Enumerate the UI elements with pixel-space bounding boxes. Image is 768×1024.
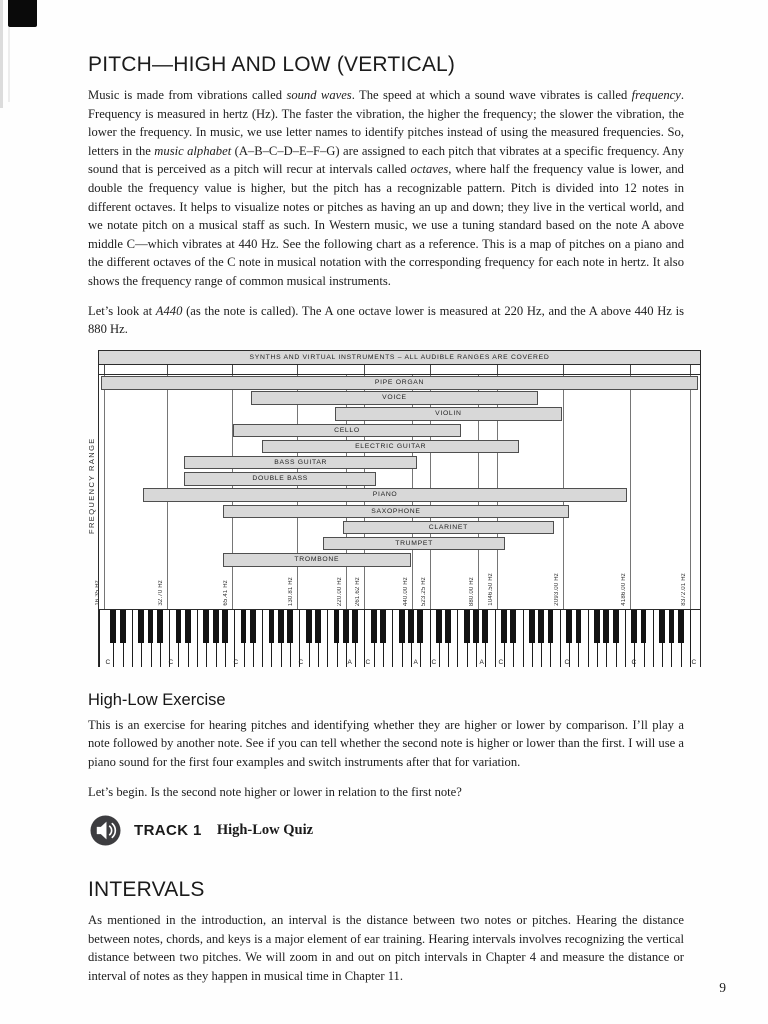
black-key [473,610,479,643]
key-note-label: C [298,658,304,666]
instrument-bar: BASS GUITAR [184,456,417,470]
track-title: High-Low Quiz [216,822,314,839]
key-note-label: C [431,658,437,666]
black-key [222,610,228,643]
instrument-bar: ELECTRIC GUITAR [262,440,519,454]
exercise-question: Let’s begin. Is the second note higher or lower in relation to the first note? [88,784,462,799]
octave-tick [630,365,631,374]
black-key [278,610,284,643]
key-note-label: C [168,658,174,666]
freq-tick-label: 523.25 Hz [420,576,427,606]
key-note-label: C [691,658,697,666]
black-key [371,610,377,643]
key-note-label: A [413,658,418,666]
freq-label-band [95,568,700,609]
key-note-label: C [233,658,239,666]
freq-tick-label: 16.35 Hz [95,580,101,606]
black-key [269,610,275,643]
black-key [352,610,358,643]
instrument-row [99,422,700,438]
key-note-label: A [479,658,484,666]
instrument-bar: VIOLIN [335,407,562,421]
track-row [90,815,684,846]
key-note-label: A [347,658,352,666]
intervals-paragraph: As mentioned in the introduction, an interval is the distance between two notes or pitches. Hearing the distance between notes, chords, and keys is a major element of ear training. Hearing intervals involves recognizing the vertical distance between two pitches. We will zoom in and out on pitch intervals in Chapter 4 and measure the distance or interval of notes as they happen in musical time in Chapter 11. [88,913,684,983]
black-key [669,610,675,643]
octave-tick [364,365,365,374]
key-note-label: C [631,658,637,666]
frequency-range-axis-label: FREQUENCY RANGE [87,436,96,534]
freq-tick-label: 32.70 Hz [157,580,164,606]
black-key [334,610,340,643]
edge-scan-artifact [0,0,3,108]
octave-tick [167,365,168,374]
instrument-bar: PIANO [143,488,627,502]
instrument-row [99,454,700,470]
black-key [148,610,154,643]
a440-paragraph: Let’s look at A440 (as the note is called). The A one octave lower is measured at 220 Hz, and the A above 440 Hz is 880 Hz. [88,303,684,337]
instrument-row [99,535,700,551]
black-key [343,610,349,643]
black-key [510,610,516,643]
instrument-row [99,406,700,422]
instrument-bar: VOICE [251,391,538,405]
black-key [241,610,247,643]
black-key [250,610,256,643]
black-key [287,610,293,643]
black-key [659,610,665,643]
track-label: TRACK 1 [134,822,202,840]
freq-tick-label: 880.00 Hz [468,576,475,606]
instrument-bar: TROMBONE [223,553,411,567]
black-key [315,610,321,643]
instrument-row [99,487,700,503]
instrument-row [99,503,700,519]
octave-tick [232,365,233,374]
black-key [110,610,116,643]
black-key [576,610,582,643]
instrument-row [99,519,700,535]
freq-tick-label: 8372.01 Hz [681,573,687,606]
instrument-bar: CELLO [233,424,461,438]
speaker-icon [90,815,121,846]
key-note-label: C [498,658,504,666]
instrument-bar: PIPE ORGAN [101,376,698,390]
page-content [87,53,697,996]
edge-scan-artifact [8,27,10,102]
black-key [213,610,219,643]
key-note-label: C [105,658,111,666]
octave-tick [104,365,105,374]
freq-tick-label: 1046.50 Hz [487,573,494,606]
black-key [464,610,470,643]
black-key [613,610,619,643]
intro-paragraph: Music is made from vibrations called sound waves. The speed at which a sound wave vibrates is called frequency. Frequency is measured in hertz (Hz). The faster the vibration, the higher the frequency; the slower the vibration, the lower the frequency. In music, we use letter names to identify pitches instead of using the measured frequencies. So, letters in the music alphabet (A–B–C–D–E–F–G) are assigned to each pitch that vibrates at a specific frequency. Any sound that is perceived as a pitch will recur at intervals called octaves, where half the frequency value is lower, and double the frequency value is higher, but the pitch has a recognizable pattern. Pitch is divided into 12 notes in different octaves. It helps to visualize notes or pitches as having an up and down; they live in the vertical world, and we notate pitch on a musical staff as such. In Western music, we use a tuning standard based on the note A above middle C—which vibrates at 440 Hz. See the following chart as a reference. This is a map of pitches on a piano and the different octaves of the C note in musical notation with the corresponding frequency for each note in hertz. It also shows the frequency range of common musical instruments. [88,88,684,288]
freq-tick-label: 440.00 Hz [403,576,409,606]
black-key [529,610,535,643]
exercise-paragraph: This is an exercise for hearing pitches and identifying whether they are higher or lower by comparison. I’ll play a note followed by another note. See if you can tell whether the second note is higher or lower than the first. I will use a piano sound for the first four examples and switch instruments after that for variation. [88,717,684,769]
freq-tick-label: 261.62 Hz [355,576,361,606]
piano-keyboard [99,609,700,667]
key-note-label: C [365,658,371,666]
black-key [417,610,423,643]
black-key [445,610,451,643]
black-key [641,610,647,643]
octave-tick [430,365,431,374]
exercise-section [88,691,684,846]
instrument-row [99,390,700,406]
instrument-rows [99,375,700,568]
freq-tick-label: 65.41 Hz [222,580,229,606]
black-key [185,610,191,643]
page-number: 9 [719,980,726,995]
synth-header-bar: SYNTHS AND VIRTUAL INSTRUMENTS – ALL AUDIBLE RANGES ARE COVERED [99,351,700,365]
black-key [436,610,442,643]
black-key [482,610,488,643]
black-key [678,610,684,643]
intervals-heading: INTERVALS [88,878,205,902]
instrument-row [99,552,700,568]
corner-print-mark [8,0,37,27]
black-key [120,610,126,643]
black-key [157,610,163,643]
exercise-heading: High-Low Exercise [88,690,226,709]
instrument-row [99,438,700,454]
black-key [538,610,544,643]
octave-tick [297,365,298,374]
instrument-bar: TRUMPET [323,537,505,551]
intervals-section [88,878,684,985]
page-title: PITCH—HIGH AND LOW (VERTICAL) [88,53,456,76]
key-note-label: C [564,658,570,666]
octave-tick [497,365,498,374]
frequency-range-chart [85,350,707,667]
black-key [566,610,572,643]
black-key [408,610,414,643]
black-key [176,610,182,643]
freq-tick-label: 130.81 Hz [288,576,295,606]
black-key [380,610,386,643]
chart-frame [95,350,701,667]
black-key [399,610,405,643]
black-key [203,610,209,643]
octave-tick [563,365,564,374]
freq-tick-label: 4186.00 Hz [620,573,627,606]
freq-tick-label: 2093.00 Hz [554,573,560,606]
black-key [603,610,609,643]
instrument-row [99,375,700,390]
octave-tick [690,365,691,374]
black-key [594,610,600,643]
instrument-row [99,471,700,487]
black-key [306,610,312,643]
black-key [631,610,637,643]
instrument-bar: CLARINET [343,521,554,535]
octave-tick-row [99,365,700,375]
chart-plot-body [95,375,700,609]
black-key [138,610,144,643]
freq-tick-label: 220.00 Hz [337,576,344,606]
instrument-bar: DOUBLE BASS [184,472,376,486]
black-key [548,610,554,643]
instrument-bar: SAXOPHONE [223,505,569,519]
black-key [501,610,507,643]
